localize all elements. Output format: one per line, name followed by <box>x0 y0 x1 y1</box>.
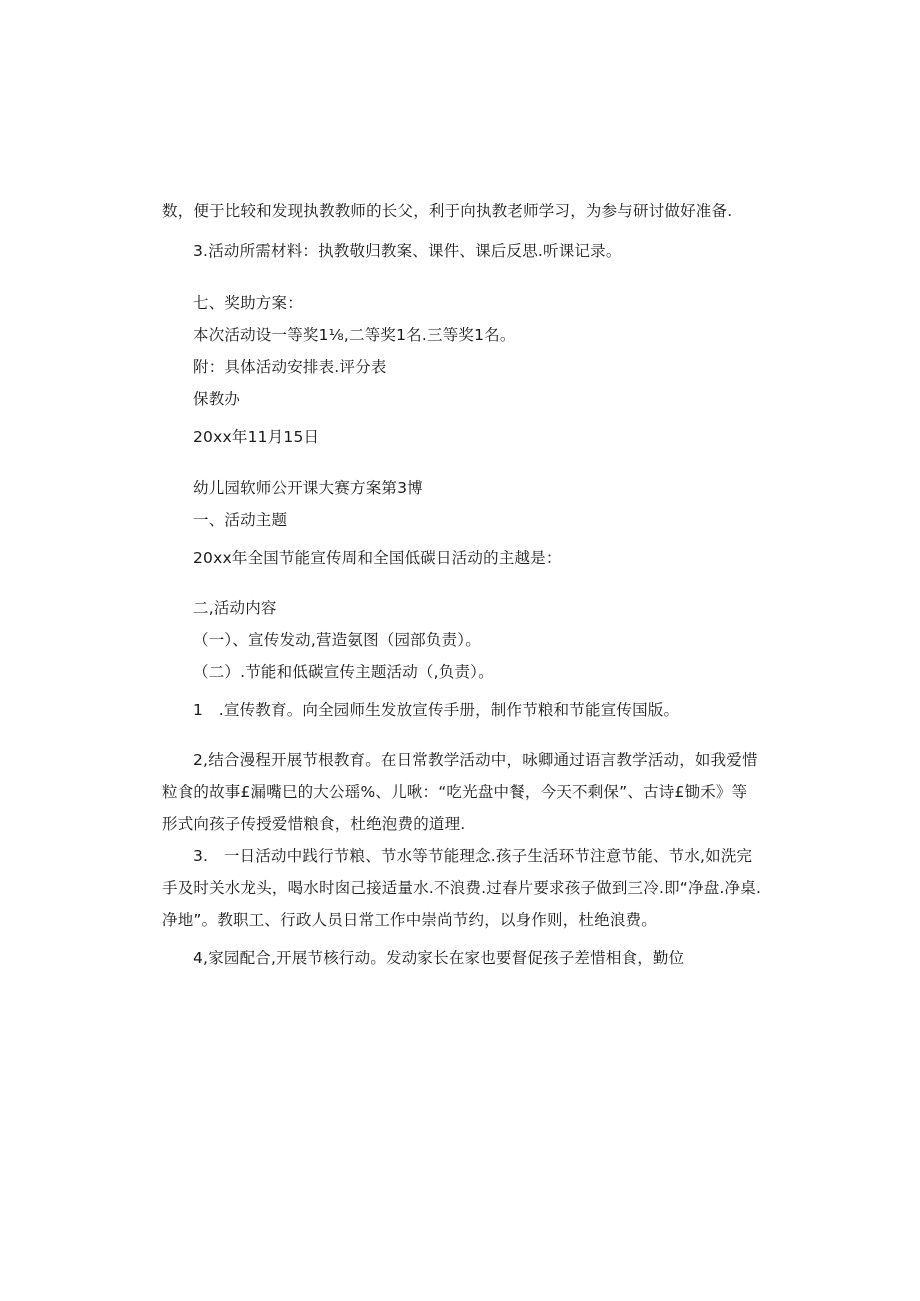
section-heading-content: 二,活动内容 <box>193 599 277 617</box>
text-line-18: 3. 一日活动中践行节粮、节水等节能理念.孩子生活环节注意节能、节水,如洗完 <box>193 847 753 865</box>
signature-office: 保教办 <box>193 390 241 408</box>
text-line-5: 附：具体活动安排表.评分表 <box>193 358 387 376</box>
text-line-4: 本次活动设一等奖1⅛,二等奖1名.三等奖1名。 <box>193 326 516 344</box>
text-line-19: 手及时关水龙头，喝水时囱己接适量水.不浪费.过春片要求孩子做到三冷.即“净盘.净桌. <box>162 879 762 897</box>
text-line-21: 4,家园配合,开展节核行动。发动家长在家也要督促孩子差惜相食，勤位 <box>193 949 685 967</box>
text-line-14: 1 .宣传教育。向全园师生发放宣传手册，制作节粮和节能宣传国版。 <box>193 701 680 719</box>
section-heading-awards: 七、奖助方案： <box>193 294 303 312</box>
date-line: 20xx年11月15日 <box>193 428 320 446</box>
text-line-17: 形式向孩子传授爱惜粮食，杜绝泡费的道理. <box>162 815 466 833</box>
text-line-20: 净地”。教职工、行政人员日常工作中崇尚节约，以身作则，杜绝浪费。 <box>162 911 657 929</box>
text-line-13: （二）.节能和低碳宣传主题活动（,负责）。 <box>193 663 494 681</box>
text-line-2: 3.活动所需材料：执教敬归教案、课件、课后反思.听课记录。 <box>193 242 622 260</box>
text-line-15: 2,结合漫程开展节根教育。在日常教学活动中，咏卿通过语言教学活动，如我爱惜 <box>193 751 758 769</box>
text-line-1: 数，便于比较和发现执教教师的长父，利于向执教老师学习，为参与研讨做好准备. <box>162 202 733 220</box>
text-line-10: 20xx年全国节能宣传周和全国低碳日活动的主越是： <box>193 549 562 567</box>
text-line-16: 粒食的故事£漏嘴巳的大公瑶%、儿啾：“吃光盘中餐，今天不剩保”、古诗£锄禾》等 <box>162 783 748 801</box>
document-title: 幼儿园软师公开课大赛方案第3博 <box>193 479 423 497</box>
text-line-12: （一）、宣传发动,营造氨图（园部负责）。 <box>193 631 481 649</box>
section-heading-theme: 一、活动主题 <box>193 511 288 529</box>
